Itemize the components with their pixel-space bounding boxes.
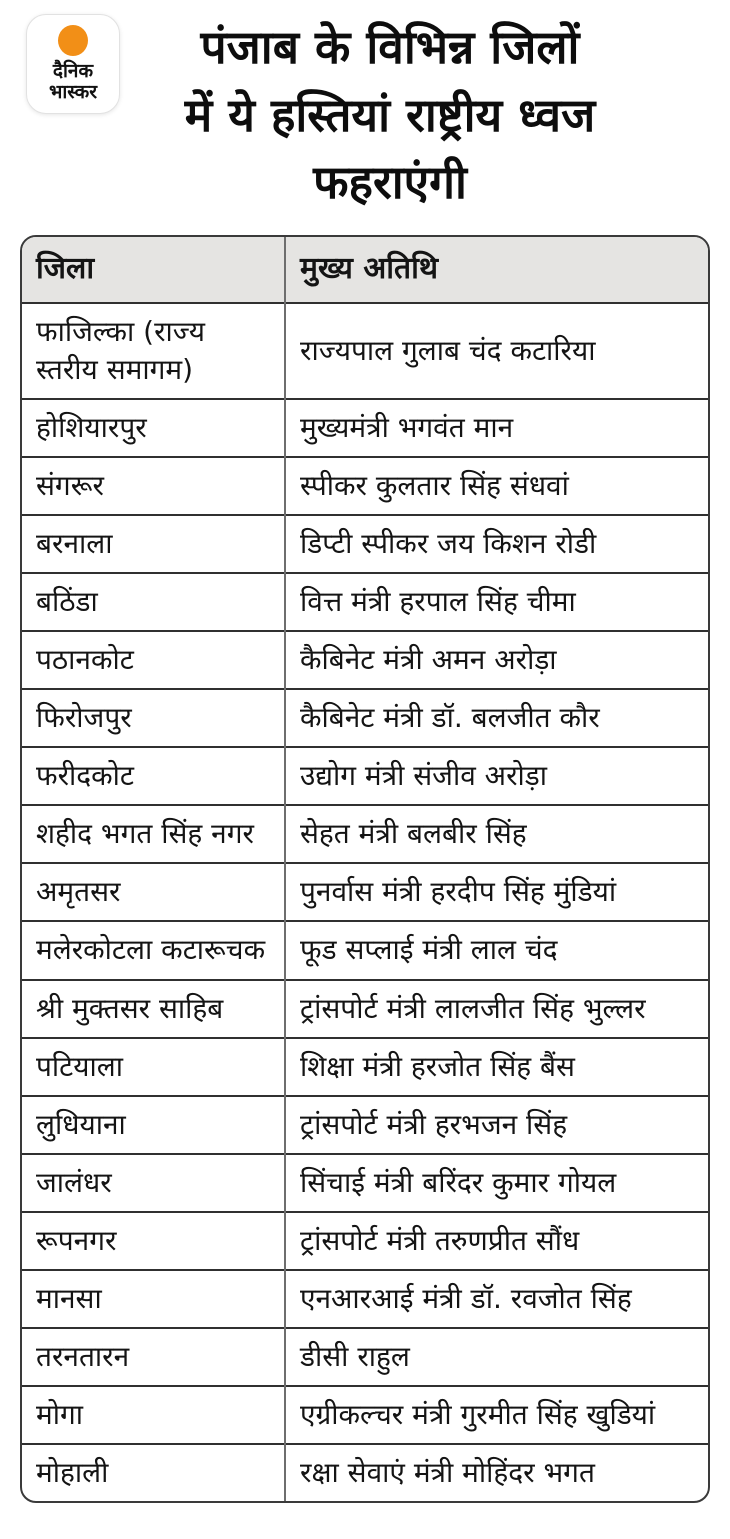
guest-cell: स्पीकर कुलतार सिंह संधवां — [285, 457, 708, 515]
guests-table-wrapper — [20, 235, 710, 1503]
guest-cell: कैबिनेट मंत्री अमन अरोड़ा — [285, 631, 708, 689]
guest-cell: ट्रांसपोर्ट मंत्री लालजीत सिंह भुल्लर — [285, 980, 708, 1038]
guest-cell: ट्रांसपोर्ट मंत्री तरुणप्रीत सौंध — [285, 1212, 708, 1270]
guest-cell: उद्योग मंत्री संजीव अरोड़ा — [285, 747, 708, 805]
table-row — [22, 689, 708, 747]
table-row — [22, 1444, 708, 1501]
table-row — [22, 399, 708, 457]
guest-cell: सेहत मंत्री बलबीर सिंह — [285, 805, 708, 863]
guest-cell: फूड सप्लाई मंत्री लाल चंद — [285, 921, 708, 979]
district-cell: मोगा — [22, 1386, 285, 1444]
table-row — [22, 805, 708, 863]
table-row — [22, 303, 708, 399]
district-cell: रूपनगर — [22, 1212, 285, 1270]
district-cell: बरनाला — [22, 515, 285, 573]
page-title-line3: फहराएंगी — [313, 155, 467, 210]
table-row — [22, 1328, 708, 1386]
logo-text-line2: भास्कर — [48, 81, 98, 103]
district-cell: बठिंडा — [22, 573, 285, 631]
district-cell: मलेरकोटला कटारूचक — [22, 921, 285, 979]
page-title-line1: पंजाब के विभिन्न जिलों — [200, 20, 580, 74]
column-header-district: जिला — [22, 237, 285, 303]
table-row — [22, 1270, 708, 1328]
header-row — [22, 237, 708, 303]
table-row — [22, 1096, 708, 1154]
district-cell: मानसा — [22, 1270, 285, 1328]
guest-cell: डिप्टी स्पीकर जय किशन रोडी — [285, 515, 708, 573]
dainik-bhaskar-logo — [26, 14, 120, 114]
guest-cell: पुनर्वास मंत्री हरदीप सिंह मुंडियां — [285, 863, 708, 921]
guest-cell: एनआरआई मंत्री डॉ. रवजोत सिंह — [285, 1270, 708, 1328]
guest-cell: सिंचाई मंत्री बरिंदर कुमार गोयल — [285, 1154, 708, 1212]
district-cell: शहीद भगत सिंह नगर — [22, 805, 285, 863]
district-cell: लुधियाना — [22, 1096, 285, 1154]
district-cell: जालंधर — [22, 1154, 285, 1212]
table-body — [22, 303, 708, 1502]
district-cell: फाजिल्का (राज्य स्तरीय समागम) — [22, 303, 285, 399]
district-cell: होशियारपुर — [22, 399, 285, 457]
sun-dot-icon — [58, 25, 88, 56]
table-row — [22, 921, 708, 979]
page-title-line2: में ये हस्तियां राष्ट्रीय ध्वज — [184, 87, 596, 142]
district-cell: फरीदकोट — [22, 747, 285, 805]
table-row — [22, 1212, 708, 1270]
column-header-guest: मुख्य अतिथि — [285, 237, 708, 303]
table-row — [22, 457, 708, 515]
guest-cell: वित्त मंत्री हरपाल सिंह चीमा — [285, 573, 708, 631]
logo-text — [49, 61, 97, 102]
table-row — [22, 863, 708, 921]
table-row — [22, 631, 708, 689]
guest-cell: डीसी राहुल — [285, 1328, 708, 1386]
district-cell: मोहाली — [22, 1444, 285, 1501]
table-row — [22, 747, 708, 805]
table-row — [22, 1038, 708, 1096]
table-row — [22, 573, 708, 631]
table-row — [22, 1154, 708, 1212]
guest-cell: कैबिनेट मंत्री डॉ. बलजीत कौर — [285, 689, 708, 747]
district-cell: पठानकोट — [22, 631, 285, 689]
district-cell: श्री मुक्तसर साहिब — [22, 980, 285, 1038]
guest-cell: राज्यपाल गुलाब चंद कटारिया — [285, 303, 708, 399]
guest-cell: मुख्यमंत्री भगवंत मान — [285, 399, 708, 457]
logo-text-line1: दैनिक — [52, 60, 94, 83]
district-cell: फिरोजपुर — [22, 689, 285, 747]
guests-table — [22, 237, 708, 1501]
guest-cell: ट्रांसपोर्ट मंत्री हरभजन सिंह — [285, 1096, 708, 1154]
guest-cell: रक्षा सेवाएं मंत्री मोहिंदर भगत — [285, 1444, 708, 1501]
table-row — [22, 980, 708, 1038]
table-row — [22, 1386, 708, 1444]
guest-cell: शिक्षा मंत्री हरजोत सिंह बैंस — [285, 1038, 708, 1096]
district-cell: पटियाला — [22, 1038, 285, 1096]
district-cell: संगरूर — [22, 457, 285, 515]
district-cell: तरनतारन — [22, 1328, 285, 1386]
district-cell: अमृतसर — [22, 863, 285, 921]
table-row — [22, 515, 708, 573]
guest-cell: एग्रीकल्चर मंत्री गुरमीत सिंह खुडियां — [285, 1386, 708, 1444]
